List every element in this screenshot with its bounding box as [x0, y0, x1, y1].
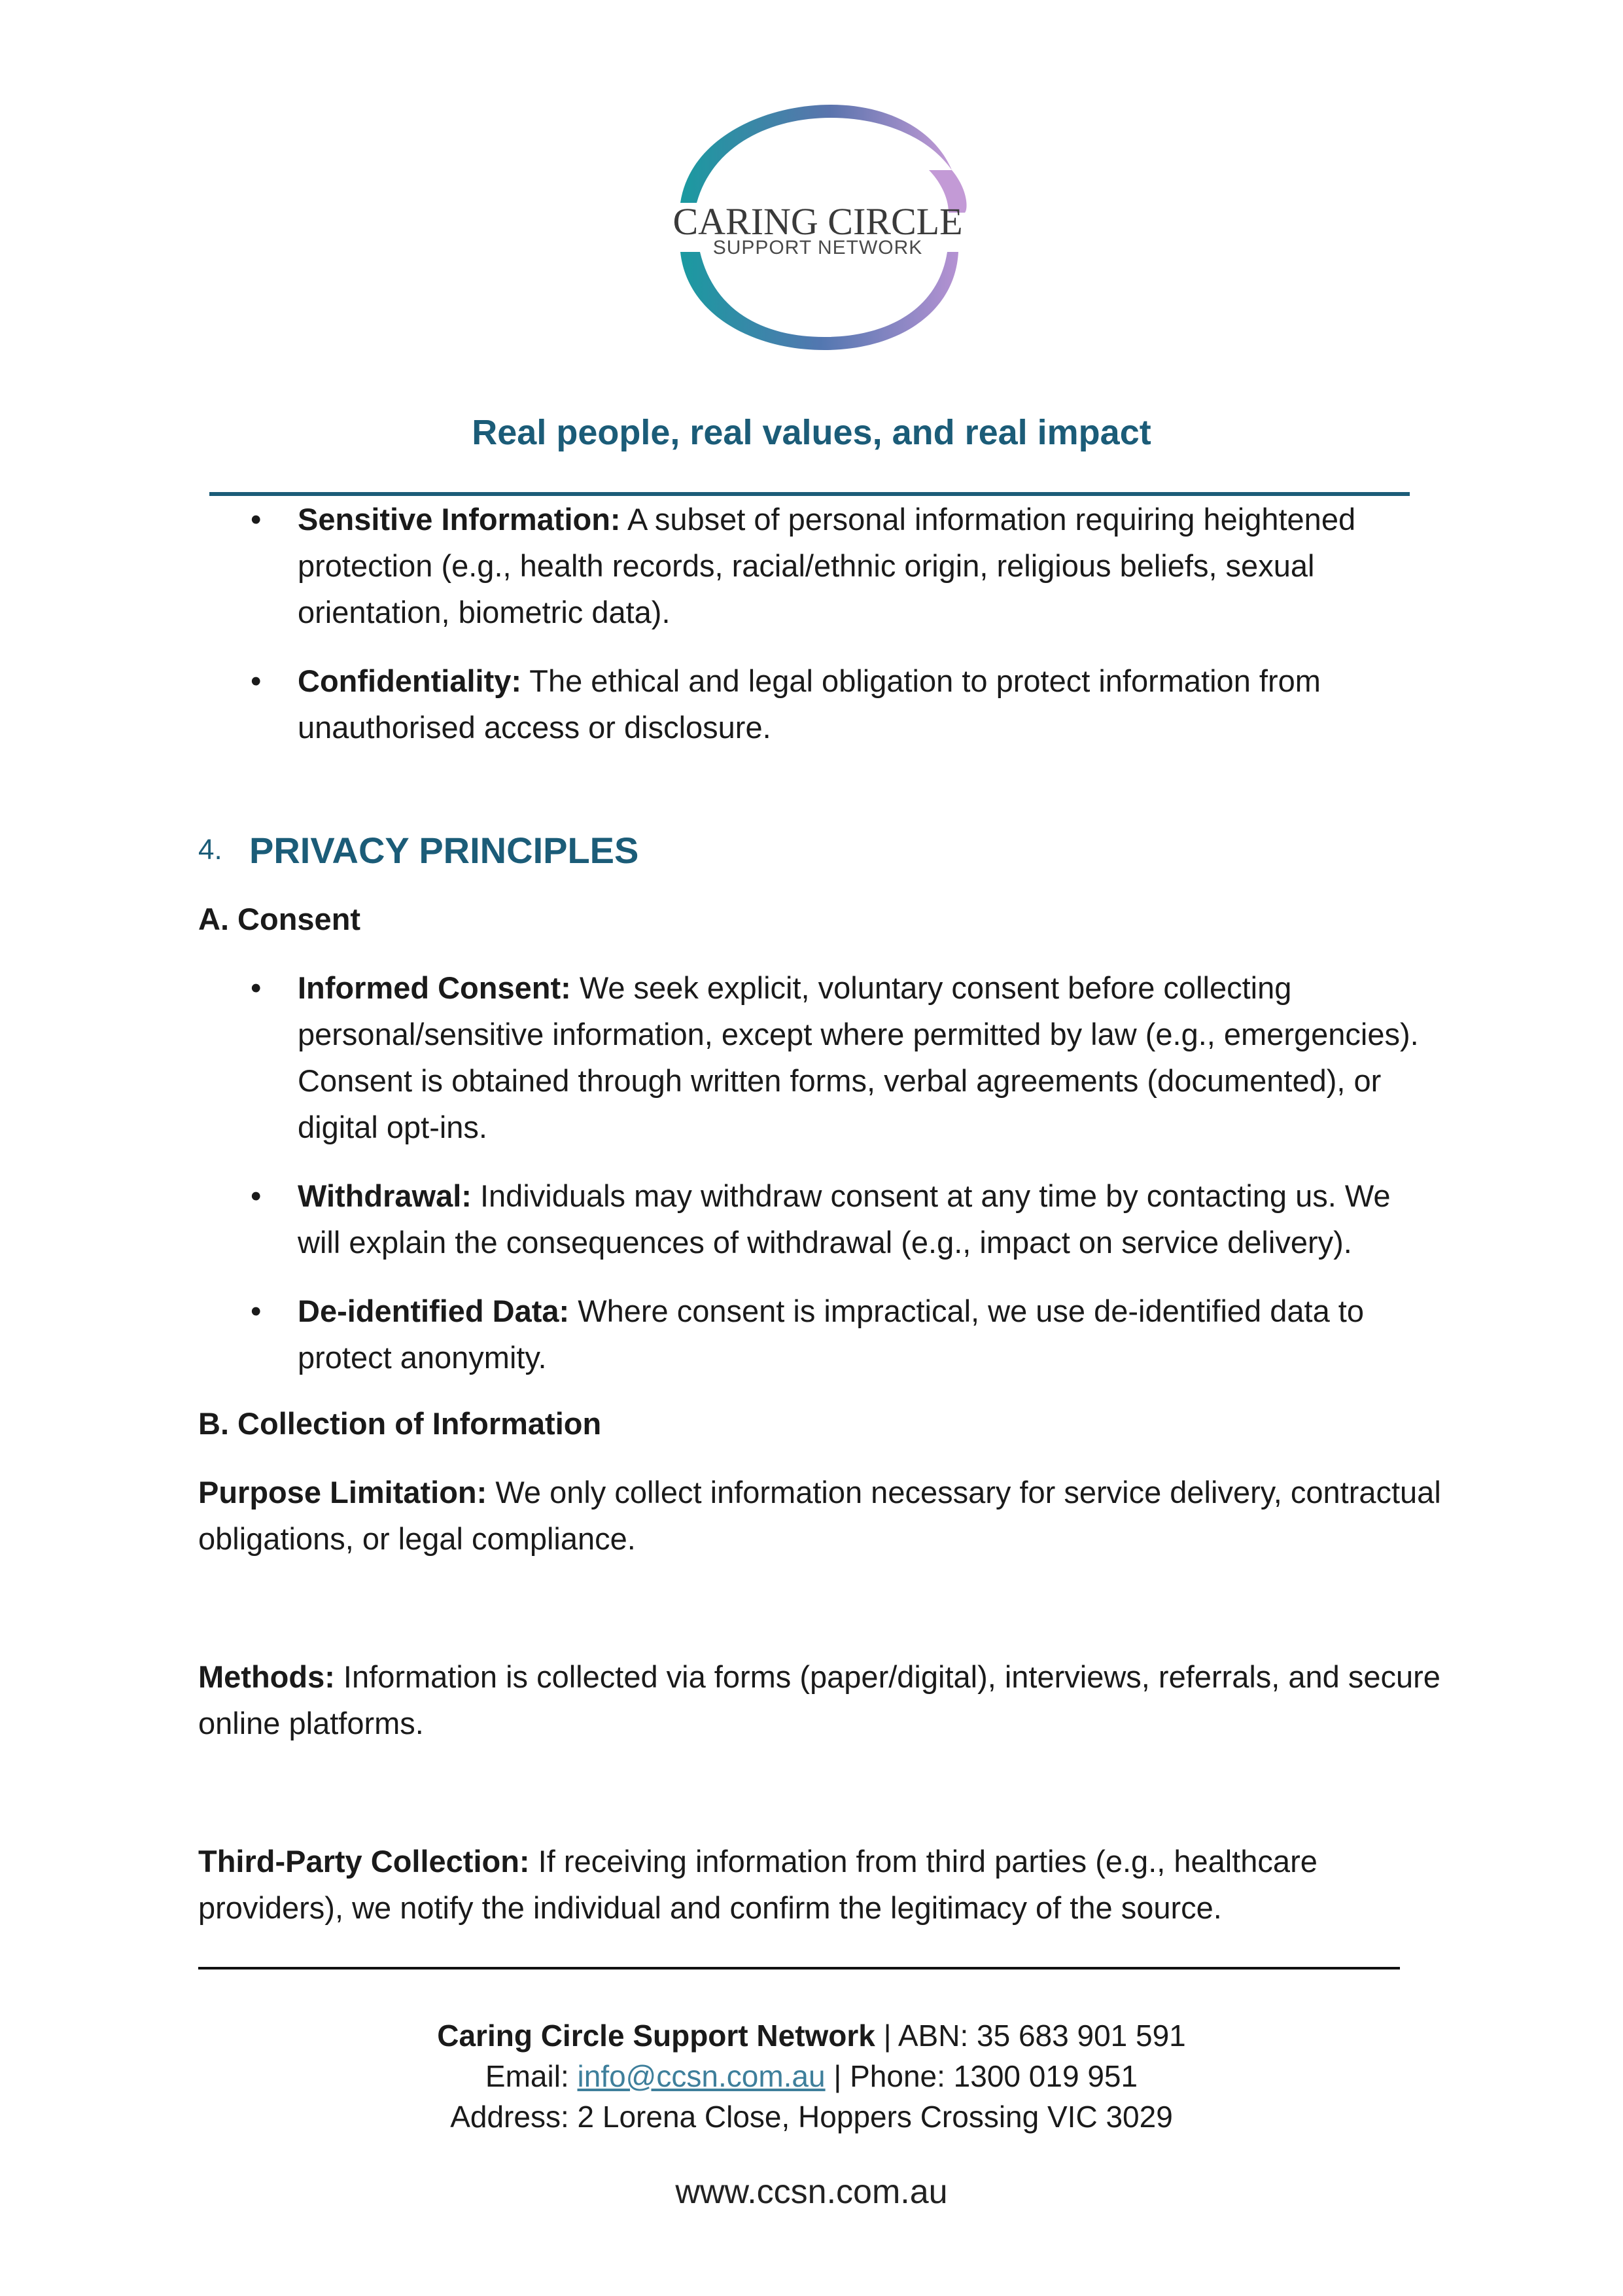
- footer-address: Address: 2 Lorena Close, Hoppers Crossing VIC 3029: [450, 2100, 1173, 2134]
- collection-paragraph: [198, 1653, 1441, 1746]
- consent-term: Informed Consent:: [298, 970, 571, 1005]
- paragraph-term: Purpose Limitation:: [198, 1475, 487, 1510]
- footer-email-label: Email:: [485, 2059, 578, 2093]
- footer-abn: | ABN: 35 683 901 591: [875, 2019, 1186, 2053]
- footer-email-link[interactable]: info@ccsn.com.au: [577, 2059, 826, 2093]
- section-heading: [198, 824, 1441, 876]
- footer-contact-line: [0, 2056, 1623, 2096]
- definition-text: The ethical and legal obligation to protect information from unauthorised access or disclosure.: [298, 663, 1321, 745]
- logo-rings-icon: [661, 98, 975, 360]
- footer: [0, 2015, 1623, 2137]
- definition-term: Sensitive Information:: [298, 502, 621, 537]
- paragraph-term: Methods:: [198, 1659, 335, 1694]
- main-content: [198, 496, 1441, 1931]
- consent-heading: A. Consent: [198, 902, 361, 936]
- tagline: Real people, real values, and real impact: [472, 413, 1151, 452]
- consent-text: Where consent is impractical, we use de-identified data to protect anonymity.: [298, 1294, 1364, 1375]
- definition-text: A subset of personal information requiring heightened protection (e.g., health records, racial/ethnic origin, religious beliefs, sexual orientation, biometric data).: [298, 502, 1356, 629]
- svg-text:SUPPORT NETWORK: SUPPORT NETWORK: [712, 237, 923, 258]
- footer-phone: | Phone: 1300 019 951: [825, 2059, 1138, 2093]
- svg-text:CARING CIRCLE: CARING CIRCLE: [672, 200, 963, 243]
- consent-text: Individuals may withdraw consent at any time by contacting us. We will explain the consequences of withdrawal (e.g., impact on service delivery).: [298, 1178, 1391, 1260]
- paragraph-text: If receiving information from third parties (e.g., healthcare providers), we notify the individual and confirm the legitimacy of the source.: [198, 1844, 1318, 1925]
- list-item: [198, 964, 1441, 1150]
- consent-term: De-identified Data:: [298, 1294, 570, 1328]
- paragraph-text: Information is collected via forms (paper/digital), interviews, referrals, and secure online platforms.: [198, 1659, 1440, 1740]
- consent-list: [198, 964, 1441, 1381]
- list-item: [198, 658, 1441, 751]
- collection-paragraph: [198, 1469, 1441, 1562]
- footer-org: Caring Circle Support Network: [437, 2019, 875, 2053]
- logo: [661, 98, 975, 360]
- collection-heading: B. Collection of Information: [198, 1406, 602, 1441]
- bullet-icon: •: [251, 502, 262, 537]
- paragraph-term: Third-Party Collection:: [198, 1844, 530, 1879]
- consent-term: Withdrawal:: [298, 1178, 472, 1213]
- bullet-icon: •: [251, 1294, 262, 1328]
- definition-term: Confidentiality:: [298, 663, 522, 698]
- section-number: 4.: [198, 834, 222, 866]
- list-item: [198, 496, 1441, 635]
- paragraph-text: We only collect information necessary for service delivery, contractual obligations, or legal compliance.: [198, 1475, 1441, 1556]
- list-item: [198, 1173, 1441, 1265]
- bullet-icon: •: [251, 1178, 262, 1213]
- footer-website[interactable]: www.ccsn.com.au: [675, 2173, 948, 2211]
- bullet-icon: •: [251, 663, 262, 698]
- definitions-list: [198, 496, 1441, 751]
- footer-org-line: [0, 2015, 1623, 2056]
- section-title: PRIVACY PRINCIPLES: [249, 829, 639, 871]
- footer-divider: [198, 1967, 1400, 1969]
- consent-text: We seek explicit, voluntary consent before collecting personal/sensitive information, except where permitted by law (e.g., emergencies). Consent is obtained through written forms, verbal agreements (documented), or digital opt-ins.: [298, 970, 1419, 1144]
- collection-paragraph: [198, 1838, 1441, 1931]
- bullet-icon: •: [251, 970, 262, 1005]
- list-item: [198, 1288, 1441, 1381]
